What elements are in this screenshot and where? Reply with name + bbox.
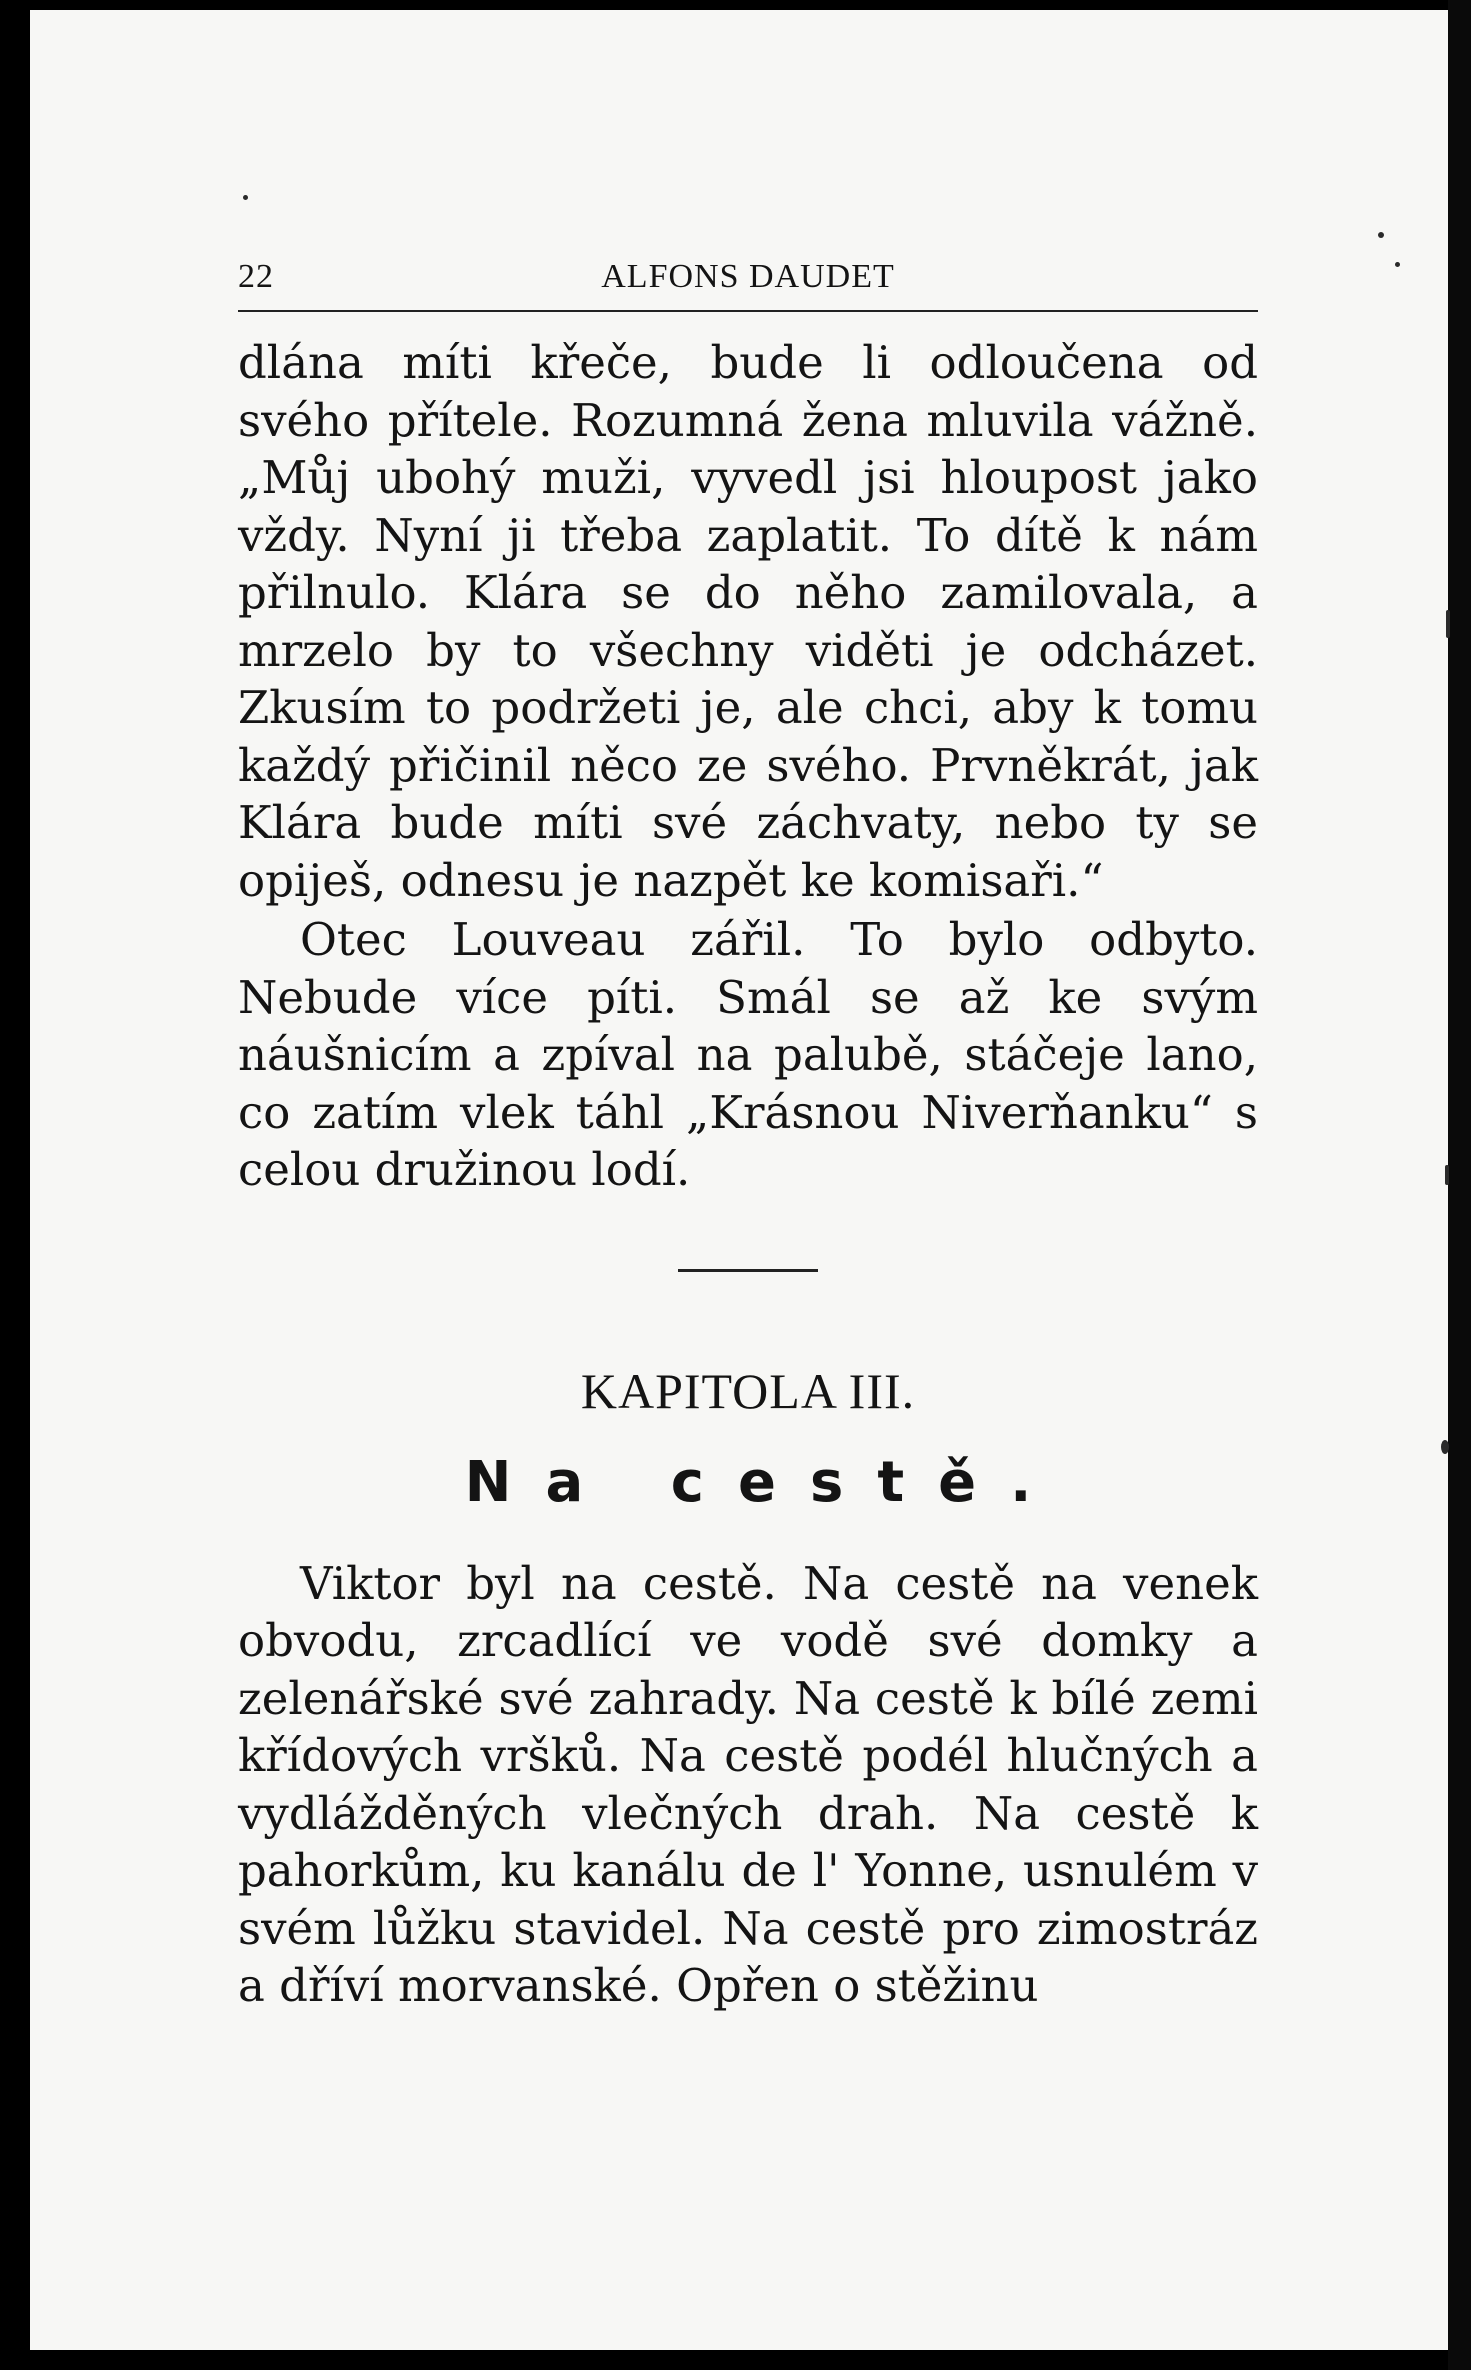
speck [243, 195, 248, 200]
speck [1441, 1440, 1449, 1454]
speck [1395, 262, 1400, 267]
section-divider [678, 1269, 818, 1272]
chapter-heading: KAPITOLA III. [580, 1362, 916, 1419]
paragraph: dlána míti křeče, bude li odloučena od svého přítele. Rozumná žena mluvila vážně. „Můj ubohý muži, vyvedl jsi hloupost jako vždy. Nyní ji třeba zaplatit. To dítě k nám přilnulo. Klára se do něho zamilovala, a mrzelo by to všechny viděti je odcházet. Zkusím to podržeti je, ale chci, aby k tomu každý přičinil něco ze svého. Prvněkrát, jak Klára bude míti své záchvaty, nebo ty se opiješ, odnesu je nazpět ke komisaři.“ [238, 336, 1258, 907]
chapter-title: Na cestě. [464, 1449, 1066, 1515]
paragraph: Viktor byl na cestě. Na cestě na venek obvodu, zrcadlící ve vodě své domky a zelenářské své zahrady. Na cestě k bílé zemi křídových vršků. Na cestě podél hlučných a vydlážděných vlečných drah. Na cestě k pahorkům, ku kanálu de l' Yonne, usnulém v svém lůžku stavidel. Na cestě pro zimostráz a dříví morvanské. Opřen o stěžinu [238, 1556, 1258, 2012]
speck [1445, 1165, 1449, 1185]
running-title: ALFONS DAUDET [601, 258, 895, 295]
speck [1446, 610, 1450, 638]
page-content [238, 258, 1258, 2015]
speck [1378, 232, 1384, 238]
header-rule [238, 310, 1258, 312]
paragraph: Otec Louveau zářil. To bylo odbyto. Nebude více píti. Smál se až ke svým náušnicím a zpíval na palubě, stáčeje lano, co zatím vlek táhl „Krásnou Niverňanku“ s celou družinou lodí. [238, 913, 1258, 1196]
running-header [238, 258, 1258, 302]
page-number: 22 [238, 258, 274, 295]
scan-edge [1448, 0, 1471, 2370]
